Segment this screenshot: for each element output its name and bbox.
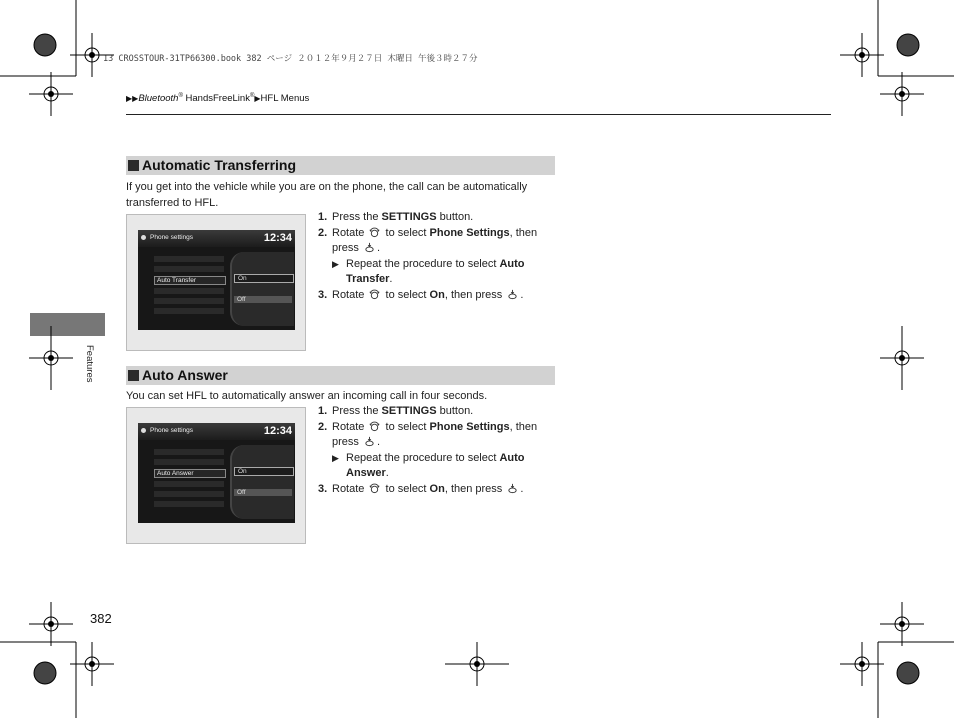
step-text: button. bbox=[436, 405, 474, 417]
screen-title: Phone settings bbox=[150, 427, 194, 434]
menu-item-selected: Auto Answer bbox=[154, 469, 226, 478]
step-bold: On bbox=[429, 482, 445, 495]
step-text: , then press bbox=[444, 288, 506, 301]
step-text: . bbox=[385, 467, 389, 479]
step-text: , then press bbox=[444, 482, 506, 495]
step-text: Rotate bbox=[332, 482, 368, 495]
section-title: Auto Answer bbox=[142, 367, 228, 383]
step-text: Rotate bbox=[332, 420, 368, 433]
step-text: . bbox=[389, 273, 393, 285]
page-number: 382 bbox=[90, 611, 112, 626]
breadcrumb-hfl-menus: HFL Menus bbox=[260, 93, 310, 105]
step-text: Rotate bbox=[332, 226, 368, 239]
breadcrumb-arrows: ▶▶ bbox=[126, 94, 139, 104]
step-text: to select bbox=[382, 226, 430, 239]
chapter-label: Features bbox=[84, 345, 95, 383]
step-text: Rotate bbox=[332, 288, 368, 301]
step-bold: SETTINGS bbox=[381, 211, 437, 223]
option-off: Off bbox=[234, 296, 292, 303]
option-off: Off bbox=[234, 489, 292, 496]
step-text: . bbox=[520, 482, 524, 495]
registration-disc-icon bbox=[34, 662, 56, 684]
step-bold: SETTINGS bbox=[381, 405, 437, 417]
step-number: 1. bbox=[318, 211, 328, 223]
breadcrumb-bluetooth: Bluetooth bbox=[138, 93, 179, 105]
note-arrow: ▶ bbox=[332, 258, 339, 269]
option-on: On bbox=[234, 467, 294, 476]
step-bold: Phone Settings bbox=[429, 420, 510, 433]
print-header: 13 CROSSTOUR-31TP66300.book 382 ページ ２０１２年９月２７日 木曜日 午後３時２７分 bbox=[103, 54, 478, 64]
step-bold: Auto Transfer bbox=[346, 257, 525, 285]
registration-disc-icon bbox=[897, 34, 919, 56]
section-intro: If you get into the vehicle while you are on the phone, the call can be automatically transferred to HFL. bbox=[126, 181, 528, 209]
step-text: button. bbox=[436, 211, 474, 223]
step-text: to select bbox=[382, 288, 430, 301]
step-bold: Auto Answer bbox=[346, 451, 525, 479]
step-bold: Phone Settings bbox=[429, 226, 510, 239]
section-title: Automatic Transferring bbox=[142, 157, 297, 173]
registration-disc-icon bbox=[34, 34, 56, 56]
step-text: to select bbox=[382, 420, 430, 433]
menu-item-selected: Auto Transfer bbox=[154, 276, 226, 285]
step-number: 2. bbox=[318, 420, 328, 433]
note-arrow: ▶ bbox=[332, 452, 339, 463]
screen-time: 12:34 bbox=[263, 425, 292, 437]
breadcrumb-handsfreelink: HandsFreeLink bbox=[182, 93, 250, 105]
step-text: to select bbox=[382, 482, 430, 495]
step-number: 2. bbox=[318, 226, 328, 239]
screen-time: 12:34 bbox=[263, 232, 292, 244]
step-text: Press the bbox=[332, 405, 382, 417]
section-intro: You can set HFL to automatically answer an incoming call in four seconds. bbox=[126, 390, 488, 402]
step-text: Press the bbox=[332, 211, 382, 223]
step-text: . bbox=[520, 288, 524, 301]
step-text: . bbox=[376, 242, 381, 254]
step-bold: On bbox=[429, 288, 445, 301]
step-number: 3. bbox=[318, 288, 328, 301]
registration-disc-icon bbox=[897, 662, 919, 684]
breadcrumb-reg2: ® bbox=[249, 93, 255, 99]
breadcrumb-arrow: ▶ bbox=[254, 94, 261, 104]
screen-title: Phone settings bbox=[150, 234, 194, 241]
option-on: On bbox=[234, 274, 294, 283]
step-text: Repeat the procedure to select bbox=[346, 451, 500, 464]
step-number: 1. bbox=[318, 405, 328, 417]
step-text: , then press bbox=[332, 420, 538, 448]
step-number: 3. bbox=[318, 482, 328, 495]
breadcrumb-reg1: ® bbox=[178, 93, 183, 99]
step-text: . bbox=[376, 436, 381, 448]
step-text: Repeat the procedure to select bbox=[346, 257, 500, 270]
step-text: , then press bbox=[332, 226, 538, 254]
